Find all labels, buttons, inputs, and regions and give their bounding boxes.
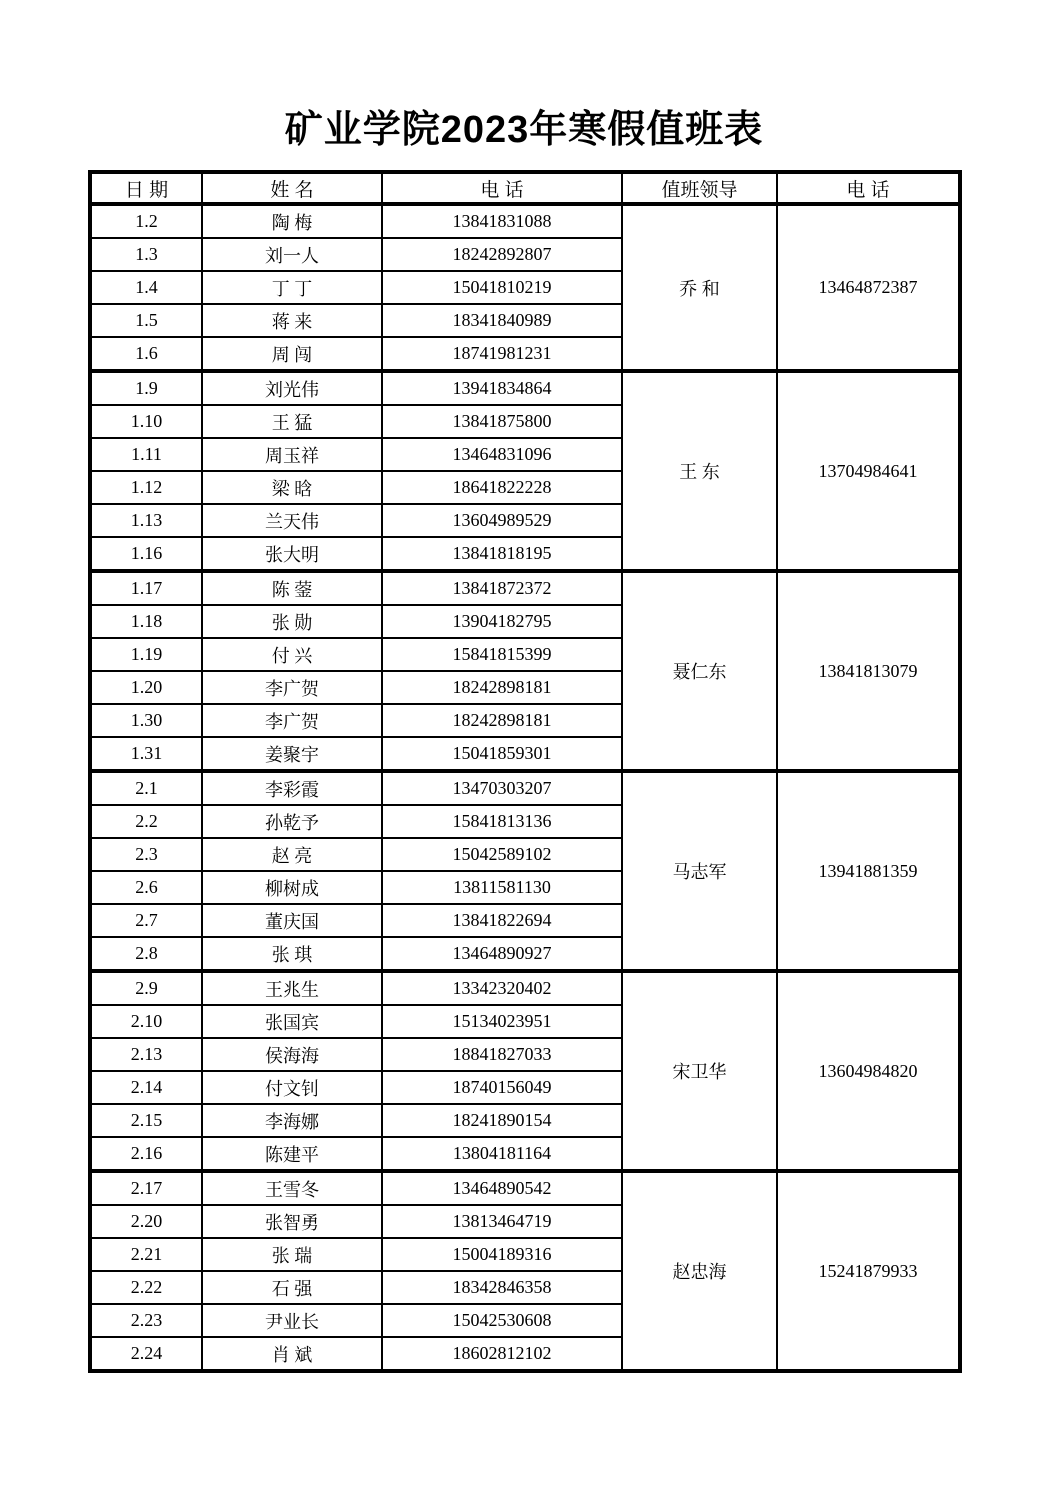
duty-date-cell: 2.17 [90, 1171, 202, 1205]
duty-name-cell: 周 闯 [202, 337, 382, 371]
duty-date-cell: 1.11 [90, 438, 202, 471]
duty-name-cell: 刘光伟 [202, 371, 382, 405]
duty-name-cell: 李广贺 [202, 671, 382, 704]
duty-phone-cell: 13342320402 [382, 971, 622, 1005]
duty-name-cell: 付文钊 [202, 1071, 382, 1104]
table-row [90, 571, 960, 605]
duty-date-cell: 2.22 [90, 1271, 202, 1304]
duty-date-cell: 2.24 [90, 1337, 202, 1371]
duty-date-cell: 1.20 [90, 671, 202, 704]
duty-name-cell: 董庆国 [202, 904, 382, 937]
duty-date-cell: 2.16 [90, 1137, 202, 1171]
duty-name-cell: 张 琪 [202, 937, 382, 971]
header-duty-leader: 值班领导 [622, 172, 777, 204]
table-header-row [90, 172, 960, 204]
duty-phone-cell: 18741981231 [382, 337, 622, 371]
duty-phone-cell: 13941834864 [382, 371, 622, 405]
duty-name-cell: 陈建平 [202, 1137, 382, 1171]
duty-name-cell: 赵 亮 [202, 838, 382, 871]
duty-name-cell: 李广贺 [202, 704, 382, 737]
duty-phone-cell: 13841831088 [382, 204, 622, 238]
duty-date-cell: 2.14 [90, 1071, 202, 1104]
duty-date-cell: 2.3 [90, 838, 202, 871]
duty-name-cell: 张 瑞 [202, 1238, 382, 1271]
duty-name-cell: 王兆生 [202, 971, 382, 1005]
header-date: 日 期 [90, 172, 202, 204]
duty-date-cell: 2.7 [90, 904, 202, 937]
table-row [90, 371, 960, 405]
duty-leader-cell: 王 东 [622, 371, 777, 571]
duty-name-cell: 梁 晗 [202, 471, 382, 504]
duty-phone-cell: 18241890154 [382, 1104, 622, 1137]
duty-date-cell: 2.23 [90, 1304, 202, 1337]
duty-date-cell: 1.2 [90, 204, 202, 238]
duty-phone-cell: 18242898181 [382, 704, 622, 737]
table-row [90, 971, 960, 1005]
duty-name-cell: 陶 梅 [202, 204, 382, 238]
duty-leader-phone-cell: 15241879933 [777, 1171, 960, 1371]
duty-date-cell: 2.1 [90, 771, 202, 805]
duty-date-cell: 1.13 [90, 504, 202, 537]
duty-date-cell: 2.10 [90, 1005, 202, 1038]
duty-date-cell: 1.18 [90, 605, 202, 638]
header-leader-phone: 电 话 [777, 172, 960, 204]
duty-name-cell: 姜聚宇 [202, 737, 382, 771]
duty-name-cell: 张国宾 [202, 1005, 382, 1038]
duty-name-cell: 兰天伟 [202, 504, 382, 537]
duty-name-cell: 陈 蓥 [202, 571, 382, 605]
duty-leader-cell: 马志军 [622, 771, 777, 971]
duty-name-cell: 李海娜 [202, 1104, 382, 1137]
duty-phone-cell: 13813464719 [382, 1205, 622, 1238]
duty-phone-cell: 13804181164 [382, 1137, 622, 1171]
duty-date-cell: 1.19 [90, 638, 202, 671]
duty-date-cell: 1.12 [90, 471, 202, 504]
duty-leader-phone-cell: 13604984820 [777, 971, 960, 1171]
duty-phone-cell: 13841818195 [382, 537, 622, 571]
duty-phone-cell: 18242898181 [382, 671, 622, 704]
duty-phone-cell: 13811581130 [382, 871, 622, 904]
duty-date-cell: 2.13 [90, 1038, 202, 1071]
duty-name-cell: 尹业长 [202, 1304, 382, 1337]
duty-leader-phone-cell: 13464872387 [777, 204, 960, 371]
duty-phone-cell: 15841815399 [382, 638, 622, 671]
duty-date-cell: 1.31 [90, 737, 202, 771]
duty-phone-cell: 15041810219 [382, 271, 622, 304]
duty-date-cell: 1.30 [90, 704, 202, 737]
table-row [90, 1171, 960, 1205]
duty-name-cell: 蒋 来 [202, 304, 382, 337]
duty-date-cell: 2.15 [90, 1104, 202, 1137]
duty-name-cell: 张大明 [202, 537, 382, 571]
duty-leader-cell: 赵忠海 [622, 1171, 777, 1371]
duty-name-cell: 张 勋 [202, 605, 382, 638]
duty-phone-cell: 15042589102 [382, 838, 622, 871]
duty-phone-cell: 13464890927 [382, 937, 622, 971]
duty-name-cell: 孙乾予 [202, 805, 382, 838]
duty-phone-cell: 13470303207 [382, 771, 622, 805]
duty-phone-cell: 15841813136 [382, 805, 622, 838]
duty-name-cell: 张智勇 [202, 1205, 382, 1238]
duty-name-cell: 肖 斌 [202, 1337, 382, 1371]
duty-phone-cell: 13904182795 [382, 605, 622, 638]
duty-phone-cell: 18641822228 [382, 471, 622, 504]
duty-leader-phone-cell: 13841813079 [777, 571, 960, 771]
duty-date-cell: 1.16 [90, 537, 202, 571]
table-row [90, 204, 960, 238]
duty-phone-cell: 18602812102 [382, 1337, 622, 1371]
duty-date-cell: 2.20 [90, 1205, 202, 1238]
duty-date-cell: 1.9 [90, 371, 202, 405]
duty-name-cell: 王雪冬 [202, 1171, 382, 1205]
duty-phone-cell: 18740156049 [382, 1071, 622, 1104]
table-body [90, 204, 960, 1371]
duty-date-cell: 2.8 [90, 937, 202, 971]
duty-phone-cell: 15042530608 [382, 1304, 622, 1337]
duty-date-cell: 2.6 [90, 871, 202, 904]
duty-phone-cell: 13604989529 [382, 504, 622, 537]
duty-name-cell: 石 强 [202, 1271, 382, 1304]
duty-date-cell: 2.9 [90, 971, 202, 1005]
duty-leader-phone-cell: 13704984641 [777, 371, 960, 571]
page-title: 矿业学院2023年寒假值班表 [284, 109, 764, 151]
header-phone: 电 话 [382, 172, 622, 204]
duty-phone-cell: 18342846358 [382, 1271, 622, 1304]
duty-leader-cell: 聂仁东 [622, 571, 777, 771]
header-name: 姓 名 [202, 172, 382, 204]
duty-name-cell: 柳树成 [202, 871, 382, 904]
duty-date-cell: 2.21 [90, 1238, 202, 1271]
duty-date-cell: 1.3 [90, 238, 202, 271]
duty-name-cell: 侯海海 [202, 1038, 382, 1071]
duty-phone-cell: 18841827033 [382, 1038, 622, 1071]
duty-name-cell: 李彩霞 [202, 771, 382, 805]
duty-phone-cell: 13841875800 [382, 405, 622, 438]
duty-phone-cell: 18242892807 [382, 238, 622, 271]
duty-date-cell: 1.17 [90, 571, 202, 605]
duty-date-cell: 2.2 [90, 805, 202, 838]
duty-schedule-table [88, 170, 962, 1373]
duty-date-cell: 1.10 [90, 405, 202, 438]
duty-date-cell: 1.6 [90, 337, 202, 371]
duty-phone-cell: 13464831096 [382, 438, 622, 471]
duty-phone-cell: 15004189316 [382, 1238, 622, 1271]
duty-leader-phone-cell: 13941881359 [777, 771, 960, 971]
duty-phone-cell: 15041859301 [382, 737, 622, 771]
duty-name-cell: 刘一人 [202, 238, 382, 271]
duty-date-cell: 1.4 [90, 271, 202, 304]
duty-phone-cell: 13841872372 [382, 571, 622, 605]
duty-leader-cell: 乔 和 [622, 204, 777, 371]
duty-phone-cell: 15134023951 [382, 1005, 622, 1038]
duty-leader-cell: 宋卫华 [622, 971, 777, 1171]
table-row [90, 771, 960, 805]
duty-date-cell: 1.5 [90, 304, 202, 337]
duty-name-cell: 丁 丁 [202, 271, 382, 304]
duty-name-cell: 周玉祥 [202, 438, 382, 471]
duty-phone-cell: 13841822694 [382, 904, 622, 937]
duty-name-cell: 付 兴 [202, 638, 382, 671]
duty-name-cell: 王 猛 [202, 405, 382, 438]
duty-phone-cell: 18341840989 [382, 304, 622, 337]
duty-phone-cell: 13464890542 [382, 1171, 622, 1205]
